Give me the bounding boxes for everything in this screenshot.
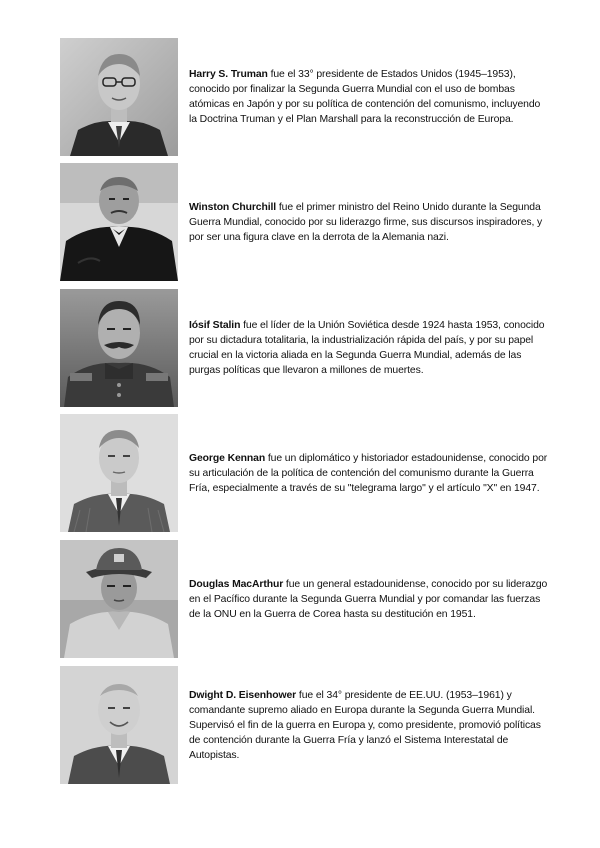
biography-text-churchill	[189, 163, 549, 281]
biography-description: fue el 34° presidente de EE.UU. (1953–1961) y comandante supremo aliado en Europa durante la Segunda Guerra Mundial. Supervisó el fin de la guerra en Europa y, como presidente, promovió políticas de contención durante la Guerra Fría y lanzó el Sistema Interestatal de Autopistas.	[189, 689, 541, 761]
biography-entry-macarthur	[60, 540, 550, 658]
person-name: Douglas MacArthur	[189, 578, 284, 590]
person-name: Dwight D. Eisenhower	[189, 689, 297, 701]
person-name: George Kennan	[189, 452, 266, 464]
biography-description: fue el primer ministro del Reino Unido durante la Segunda Guerra Mundial, conocido por su liderazgo firme, sus discursos inspiradores, y por ser una figura clave en la derrota de la Alemania nazi.	[189, 201, 543, 243]
biography-description: fue un general estadounidense, conocido por su liderazgo en el Pacífico durante la Segunda Guerra Mundial y por comandar las fuerzas de la ONU en la Guerra de Corea hasta su destitución en 1951.	[189, 578, 548, 620]
biography-text-stalin	[189, 289, 549, 407]
biography-entry-eisenhower	[60, 666, 550, 784]
biography-text-eisenhower	[189, 666, 549, 784]
biography-description: fue el líder de la Unión Soviética desde 1924 hasta 1953, conocido por su dictadura totalitaria, la industrialización rápida del país, y por su papel crucial en la victoria aliada en la Segunda Guerra Mundial, además de las purgas políticas que llevaron a millones de muertes.	[189, 320, 545, 376]
biography-entry-churchill	[60, 163, 550, 281]
portrait-photo-macarthur	[60, 540, 178, 658]
biography-description: fue el 33° presidente de Estados Unidos (1945–1953), conocido por finalizar la Segunda Guerra Mundial con el uso de bombas atómicas en Japón y por su política de contención del comunismo, incluyendo la Doctrina Truman y el Plan Marshall para la reconstrucción de Europa.	[189, 69, 541, 125]
person-name: Iósif Stalin	[189, 320, 241, 331]
biography-entry-kennan	[60, 414, 550, 532]
biography-text-macarthur	[189, 540, 549, 658]
person-name: Harry S. Truman	[189, 69, 268, 80]
biography-entry-truman	[60, 38, 550, 156]
portrait-photo-stalin	[60, 289, 178, 407]
person-name: Winston Churchill	[189, 201, 277, 213]
portrait-photo-truman	[60, 38, 178, 156]
biography-description: fue un diplomático y historiador estadounidense, conocido por su articulación de la política de contención del comunismo durante la Guerra Fría, especialmente a través de su "telegrama largo" y el artículo "X" en 1947.	[189, 452, 548, 494]
portrait-photo-eisenhower	[60, 666, 178, 784]
portrait-photo-kennan	[60, 414, 178, 532]
biography-text-truman	[189, 38, 549, 156]
biography-text-kennan	[189, 414, 549, 532]
biography-entry-stalin	[60, 289, 550, 407]
portrait-photo-churchill	[60, 163, 178, 281]
